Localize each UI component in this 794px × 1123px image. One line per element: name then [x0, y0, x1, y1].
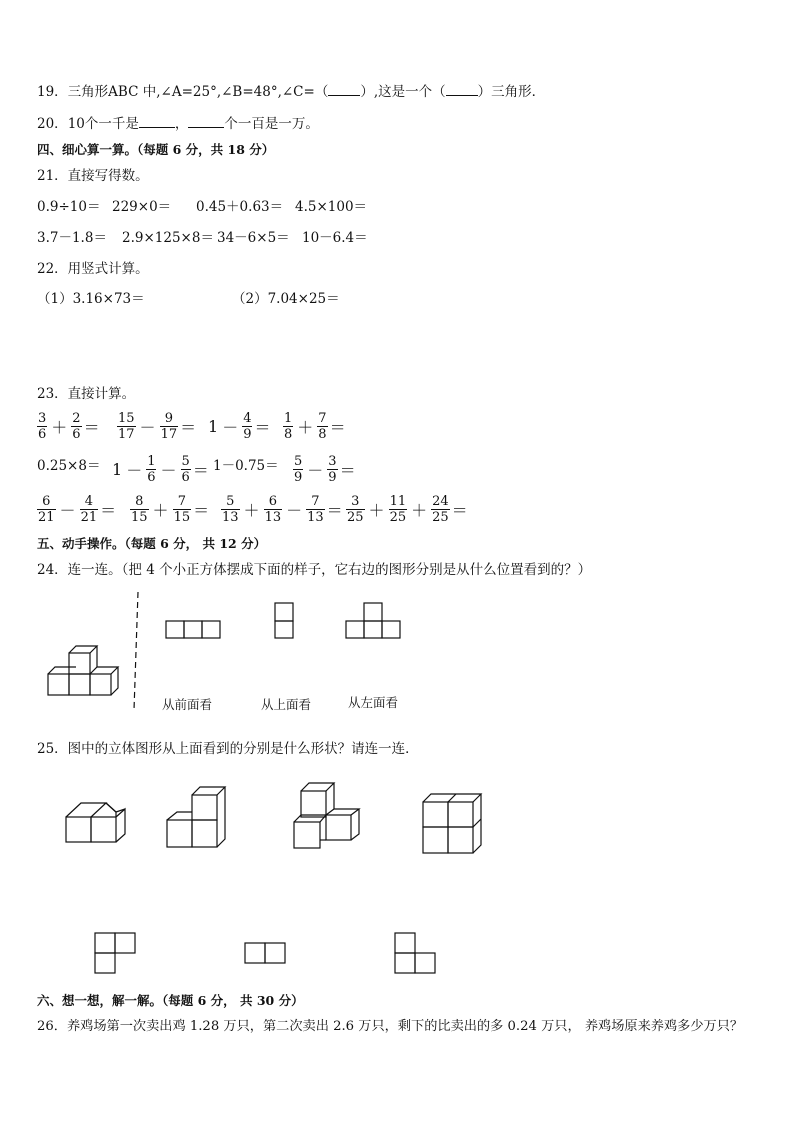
q22-item-b: （2）7.04×25＝ — [232, 291, 340, 307]
top-view-shape-2 — [245, 943, 285, 963]
section-5-heading: 五、动手操作。（每题 6 分， 共 12 分） — [37, 536, 267, 551]
view-left-shape — [346, 603, 400, 638]
fraction: $\frac{4}{21}$ — [80, 494, 98, 525]
cube-stack-figure — [48, 646, 118, 695]
label-front-view: 从前面看 — [162, 697, 213, 712]
solid-figure-c — [294, 783, 359, 848]
question-26-text: 26．养鸡场第一次卖出鸡 1.28 万只，第二次卖出 2.6 万只，剩下的比卖出的多 0.24 万只， 养鸡场原来养鸡多少万只？ — [37, 1019, 744, 1034]
q21-item: 34－6×5＝ — [217, 230, 290, 246]
fraction: $\frac{24}{25}$ — [432, 494, 449, 525]
fraction: $\frac{1}{6}$ — [147, 454, 156, 485]
fraction: $\frac{4}{9}$ — [243, 411, 252, 442]
solid-figure-b — [167, 787, 225, 847]
question-20-text-b: ， — [174, 116, 189, 132]
q23-expr: 1 － $\frac{1}{6}$ － $\frac{5}{6}$ ＝ — [112, 454, 209, 485]
label-top-view: 从上面看 — [261, 697, 312, 712]
question-22-title: 22．用竖式计算。 — [37, 261, 149, 277]
q21-item: 0.9÷10＝ — [37, 199, 101, 215]
question-19-text-b: ）,这是一个（ — [360, 84, 446, 100]
fraction: $\frac{3}{9}$ — [328, 454, 337, 485]
question-21-title: 21．直接写得数。 — [37, 168, 149, 184]
question-19-text-a: 三角形ABC 中,∠A=25°,∠B=48°,∠C=（ — [67, 84, 329, 100]
fraction: $\frac{9}{17}$ — [160, 411, 178, 442]
solid-figure-d — [423, 794, 481, 853]
view-front-shape — [166, 621, 220, 638]
q21-item: 2.9×125×8＝ — [122, 230, 214, 246]
q21-item: 0.45＋0.63＝ — [196, 199, 284, 215]
q23-expr: 1 － $\frac{4}{9}$ ＝ — [208, 411, 271, 442]
question-19-text-c: ）三角形． — [477, 84, 546, 100]
q23-expr: $\frac{5}{9}$ － $\frac{3}{9}$ ＝ — [294, 454, 356, 485]
fraction: $\frac{5}{6}$ — [181, 454, 190, 485]
fraction: $\frac{7}{13}$ — [307, 494, 324, 525]
q21-item: 229×0＝ — [112, 199, 172, 215]
q21-item: 10－6.4＝ — [302, 230, 368, 246]
top-view-shape-1 — [95, 933, 135, 973]
question-24-title: 24．连一连。（把 4 个小正方体摆成下面的样子，它右边的图形分别是从什么位置看到的？） — [37, 562, 592, 578]
fraction: $\frac{2}{6}$ — [72, 411, 81, 442]
q23-expr: $\frac{3}{25}$ ＋ $\frac{11}{25}$ ＋ $\frac{24}{25}$ ＝ — [347, 494, 468, 525]
q23-expr: $\frac{8}{15}$ ＋ $\frac{7}{15}$ ＝ — [131, 494, 210, 525]
question-25-title: 25．图中的立体图形从上面看到的分别是什么形状？请连一连． — [37, 741, 419, 757]
fraction: $\frac{1}{8}$ — [284, 411, 293, 442]
q23-expr: 0.25×8＝ — [37, 458, 101, 474]
q22-item-a: （1）3.16×73＝ — [37, 291, 145, 307]
question-number: 20． — [37, 116, 68, 132]
q23-expr: 1－0.75＝ — [213, 458, 279, 474]
fraction: $\frac{5}{9}$ — [294, 454, 303, 485]
q23-expr: $\frac{3}{6}$ ＋ $\frac{2}{6}$ ＝ — [38, 411, 100, 442]
question-number: 19． — [37, 84, 68, 100]
fraction: $\frac{3}{25}$ — [347, 494, 364, 525]
fraction: $\frac{3}{6}$ — [38, 411, 47, 442]
label-left-view: 从左面看 — [348, 695, 399, 710]
fraction: $\frac{11}{25}$ — [389, 494, 407, 525]
fraction: $\frac{7}{15}$ — [173, 494, 191, 525]
view-top-shape — [275, 603, 293, 638]
q21-item: 4.5×100＝ — [295, 199, 368, 215]
q23-expr: $\frac{15}{17}$ － $\frac{9}{17}$ ＝ — [118, 411, 197, 442]
fraction: $\frac{15}{17}$ — [118, 411, 135, 442]
top-view-shape-3 — [395, 933, 435, 973]
q23-expr: $\frac{5}{13}$ ＋ $\frac{6}{13}$ － $\frac{7}{13}$ ＝ — [222, 494, 343, 525]
dashed-divider — [134, 592, 138, 710]
section-6-heading: 六、想一想，解一解。（每题 6 分， 共 30 分） — [37, 993, 304, 1008]
fraction: $\frac{8}{15}$ — [131, 494, 148, 525]
fraction: $\frac{6}{21}$ — [38, 494, 55, 525]
solid-figure-a — [66, 803, 125, 842]
question-20-text-a: 10个一千是 — [67, 116, 139, 132]
question-20-text-c: 个一百是一万。 — [224, 116, 319, 132]
section-4-heading: 四、细心算一算。（每题 6 分，共 18 分） — [37, 142, 275, 157]
fraction: $\frac{5}{13}$ — [222, 494, 239, 525]
fraction: $\frac{6}{13}$ — [264, 494, 282, 525]
fraction: $\frac{7}{8}$ — [318, 411, 327, 442]
q23-expr: $\frac{1}{8}$ ＋ $\frac{7}{8}$ ＝ — [284, 411, 346, 442]
q23-expr: $\frac{6}{21}$ － $\frac{4}{21}$ ＝ — [38, 494, 117, 525]
question-23-title: 23．直接计算。 — [37, 386, 136, 402]
q21-item: 3.7－1.8＝ — [37, 230, 107, 246]
